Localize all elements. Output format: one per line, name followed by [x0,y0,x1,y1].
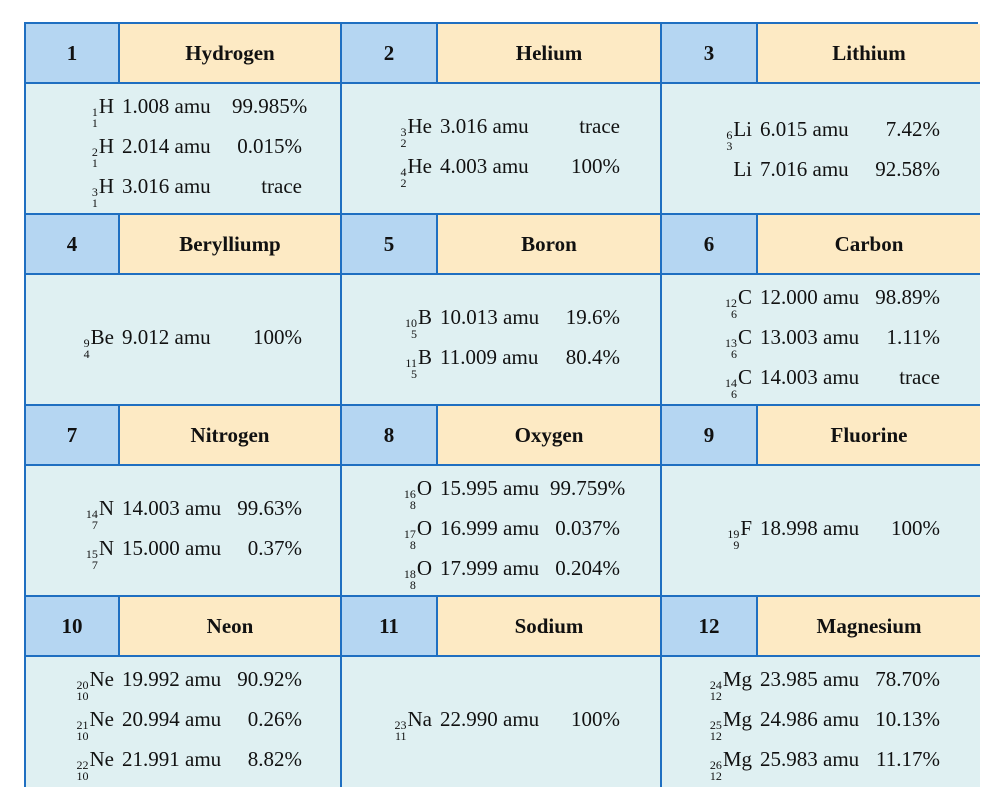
element-number: 7 [26,406,120,466]
isotope-abundance: 92.58% [875,156,940,181]
isotope-list [662,84,980,215]
element-symbol: He [407,113,432,138]
isotope-row [382,471,626,512]
element-number: 6 [662,215,758,275]
isotope-abundance: 100% [571,707,620,731]
isotope-symbol [382,511,432,551]
isotope-symbol [382,551,432,591]
element-name: Fluorine [758,406,980,466]
isotope-list [342,657,662,787]
isotope-list [26,275,342,406]
mass-number: 13 [724,335,737,350]
isotope-row [382,702,620,742]
isotope-nuclide-numbers [395,720,407,742]
element-name: Boron [438,215,662,275]
isotope-list [342,84,662,215]
atomic-number: 8 [409,497,416,512]
isotope-nuclide-numbers [91,104,98,130]
isotope-abundance: 11.17% [876,747,940,771]
isotope-abundance: 0.015% [237,133,302,158]
isotope-nuclide-numbers [727,526,740,552]
mass-number: 24 [709,678,722,692]
element-number: 11 [342,597,438,657]
isotope-symbol [702,152,752,186]
isotope-nuclide-numbers [91,144,98,170]
atomic-number: 5 [410,366,417,381]
atomic-number: 12 [709,729,722,743]
isotope-mass: 6.015 amu [760,116,849,141]
isotope-abundance: 8.82% [247,747,302,771]
isotope-mass: 16.999 amu [440,515,540,540]
isotope-symbol [64,491,114,531]
isotope-abundance: trace [899,364,940,389]
isotope-nuclide-numbers [403,566,416,592]
isotope-symbol [702,112,752,152]
isotope-symbol [382,471,432,511]
isotope-abundance: 98.89% [875,284,940,309]
element-name: Oxygen [438,406,662,466]
element-symbol: C [737,284,752,309]
isotope-list [342,275,662,406]
isotope-symbol [702,702,752,742]
isotope-abundance: 100% [571,153,620,178]
element-name: Carbon [758,215,980,275]
isotope-nuclide-numbers [91,184,98,210]
isotope-symbol [702,742,752,782]
element-symbol: O [416,515,432,540]
element-symbol: N [98,495,114,520]
atomic-number: 10 [76,729,89,743]
element-symbol: Mg [722,667,752,691]
isotope-list [662,466,980,597]
isotope-mass: 2.014 amu [122,133,211,158]
isotope-row [702,702,940,742]
isotope-row [382,300,620,340]
element-symbol: O [416,555,432,580]
isotope-nuclide-numbers [726,127,733,153]
mass-number: 14 [85,506,98,521]
atomic-number: 6 [730,346,737,361]
element-symbol: Mg [722,747,752,771]
isotope-symbol [64,129,114,169]
isotope-mass: 25.983 amu [760,747,860,771]
isotope-mass: 23.985 amu [760,667,860,691]
element-number: 3 [662,24,758,84]
isotope-row [702,280,940,320]
isotope-symbol [382,300,432,340]
element-name: Hydrogen [120,24,342,84]
isotope-symbol [64,169,114,209]
atomic-number: 6 [730,306,737,321]
atomic-number: 8 [409,577,416,592]
atomic-number: 1 [91,195,98,210]
element-symbol: He [407,153,432,178]
isotope-nuclide-numbers [77,680,89,702]
isotope-row [382,551,620,591]
isotope-nuclide-numbers [403,486,416,512]
isotope-abundance: 99.759% [550,475,626,500]
isotope-row [64,491,302,531]
mass-number: 12 [724,295,737,310]
isotope-symbol [64,702,114,742]
atomic-number: 3 [726,138,733,153]
element-number: 1 [26,24,120,84]
isotope-symbol [382,109,432,149]
isotope-mass: 4.003 amu [440,153,529,178]
mass-number: 25 [709,718,722,732]
atomic-number: 4 [83,346,90,361]
element-name: Neon [120,597,342,657]
isotope-row [702,742,940,782]
isotope-abundance: 78.70% [875,667,940,691]
element-number: 8 [342,406,438,466]
isotope-mass: 17.999 amu [440,555,540,580]
isotope-row [382,149,620,189]
isotope-row [382,340,620,380]
element-number: 4 [26,215,120,275]
isotope-row [64,89,308,130]
isotope-row [382,109,620,149]
element-symbol: N [98,535,114,560]
isotope-mass: 18.998 amu [760,515,860,540]
mass-number: 11 [405,355,417,370]
isotope-row [702,112,940,152]
atomic-number: 2 [400,135,407,150]
isotope-mass: 14.003 amu [760,364,860,389]
element-symbol: Be [90,324,114,349]
atomic-number: 10 [76,689,89,703]
mass-number: 23 [394,718,407,732]
isotope-row [64,129,302,169]
isotope-abundance: 80.4% [565,344,620,369]
mass-number: 26 [709,758,722,772]
isotope-symbol [382,340,432,380]
mass-number: 15 [85,546,98,561]
isotope-row [64,662,302,702]
isotope-list [662,275,980,406]
isotope-symbol [702,511,752,551]
atomic-number: 7 [91,557,98,572]
mass-number: 16 [403,486,416,501]
element-symbol: C [737,364,752,389]
mass-number: 9 [83,335,90,350]
isotope-nuclide-numbers [404,315,417,341]
element-symbol: H [98,93,114,118]
element-symbol: Li [733,156,752,181]
isotope-mass: 20.994 amu [122,707,222,731]
element-symbol: Li [733,116,752,141]
atomic-number: 5 [410,326,417,341]
element-symbol: Ne [89,707,114,731]
isotope-list [662,657,980,787]
element-symbol: H [98,173,114,198]
atomic-number: 1 [91,155,98,170]
isotope-mass: 9.012 amu [122,324,211,349]
isotope-nuclide-numbers [77,760,89,782]
isotope-nuclide-numbers [403,526,416,552]
element-symbol: H [98,133,114,158]
isotope-row [702,360,940,400]
element-name: Magnesium [758,597,980,657]
atomic-number: 1 [91,115,98,130]
isotope-mass: 14.003 amu [122,495,222,520]
mass-number: 21 [76,718,89,732]
isotope-nuclide-numbers [724,335,737,361]
isotope-list [26,84,342,215]
element-number: 10 [26,597,120,657]
isotope-abundance: trace [579,113,620,138]
element-name: Sodium [438,597,662,657]
element-number: 2 [342,24,438,84]
isotope-abundance: 0.037% [555,515,620,540]
isotope-symbol [64,662,114,702]
isotope-mass: 15.000 amu [122,535,222,560]
mass-number: 10 [404,315,417,330]
isotope-row [702,320,940,360]
isotope-abundance: 99.985% [232,93,308,118]
element-symbol: Mg [722,707,752,731]
isotope-abundance: 19.6% [565,304,620,329]
element-name: Lithium [758,24,980,84]
element-symbol: F [740,515,752,540]
element-name: Helium [438,24,662,84]
isotope-abundance: trace [261,173,302,198]
isotope-list [342,466,662,597]
isotope-symbol [382,149,432,189]
isotope-symbol [382,702,432,742]
isotope-nuclide-numbers [710,760,722,782]
mass-number: 14 [724,375,737,390]
isotope-symbol [64,531,114,571]
isotope-nuclide-numbers [85,506,98,532]
isotope-nuclide-numbers [85,546,98,572]
atomic-number: 11 [394,729,407,743]
isotope-nuclide-numbers [83,335,90,361]
isotope-nuclide-numbers [405,355,417,381]
isotope-list [26,466,342,597]
isotope-nuclide-numbers [400,164,407,190]
isotope-nuclide-numbers [77,720,89,742]
atomic-number: 12 [709,769,722,783]
isotope-mass: 21.991 amu [122,747,222,771]
isotope-mass: 1.008 amu [122,93,211,118]
mass-number: 18 [403,566,416,581]
mass-number: 3 [400,124,407,139]
isotope-abundance: 1.11% [886,324,940,349]
element-name: Nitrogen [120,406,342,466]
isotope-symbol [64,742,114,782]
mass-number: 22 [76,758,89,772]
isotope-nuclide-numbers [724,375,737,401]
atomic-number: 9 [733,537,740,552]
isotope-symbol [702,320,752,360]
atomic-number: 2 [400,175,407,190]
isotope-row [702,662,940,702]
isotope-mass: 19.992 amu [122,667,222,691]
atomic-number: 10 [76,769,89,783]
isotope-mass: 10.013 amu [440,304,540,329]
isotope-abundance: 10.13% [875,707,940,731]
isotope-abundance: 0.204% [555,555,620,580]
isotope-nuclide-numbers [710,720,722,742]
mass-number: 19 [727,526,740,541]
atomic-number: 8 [409,537,416,552]
isotope-row [64,702,302,742]
element-symbol: Na [407,707,432,731]
isotope-mass: 3.016 amu [122,173,211,198]
isotope-row [64,531,302,571]
isotope-abundance: 100% [891,515,940,540]
isotope-nuclide-numbers [724,295,737,321]
isotope-symbol [64,320,114,360]
element-number: 9 [662,406,758,466]
isotope-abundance: 0.26% [247,707,302,731]
isotope-table [24,22,978,787]
element-symbol: O [416,475,432,500]
isotope-mass: 12.000 amu [760,284,860,309]
isotope-mass: 7.016 amu [760,156,849,181]
isotope-nuclide-numbers [710,680,722,702]
isotope-mass: 22.990 amu [440,707,540,731]
mass-number: 4 [400,164,407,179]
isotope-row [64,169,302,209]
mass-number: 1 [91,104,98,119]
isotope-abundance: 100% [253,324,302,349]
isotope-row [702,152,940,186]
isotope-mass: 11.009 amu [440,344,539,369]
isotope-mass: 3.016 amu [440,113,529,138]
isotope-mass: 13.003 amu [760,324,860,349]
isotope-symbol [64,89,114,129]
atomic-number: 6 [730,386,737,401]
isotope-mass: 24.986 amu [760,707,860,731]
element-number: 5 [342,215,438,275]
element-symbol: B [417,304,432,329]
isotope-symbol [702,662,752,702]
isotope-row [64,320,302,360]
isotope-row [702,511,940,551]
isotope-symbol [702,360,752,400]
isotope-mass: 15.995 amu [440,475,540,500]
atomic-number: 7 [91,517,98,532]
isotope-nuclide-numbers [400,124,407,150]
element-name: Berylliump [120,215,342,275]
mass-number: 3 [91,184,98,199]
mass-number: 17 [403,526,416,541]
element-symbol: C [737,324,752,349]
element-symbol: Ne [89,747,114,771]
isotope-row [64,742,302,782]
element-symbol: B [417,344,432,369]
element-symbol: Ne [89,667,114,691]
isotope-abundance: 7.42% [885,116,940,141]
isotope-abundance: 90.92% [237,667,302,691]
mass-number: 2 [91,144,98,159]
mass-number: 20 [76,678,89,692]
isotope-list [26,657,342,787]
atomic-number: 12 [709,689,722,703]
isotope-abundance: 0.37% [247,535,302,560]
isotope-symbol [702,280,752,320]
isotope-abundance: 99.63% [237,495,302,520]
element-number: 12 [662,597,758,657]
mass-number: 6 [726,127,733,142]
isotope-row [382,511,620,551]
